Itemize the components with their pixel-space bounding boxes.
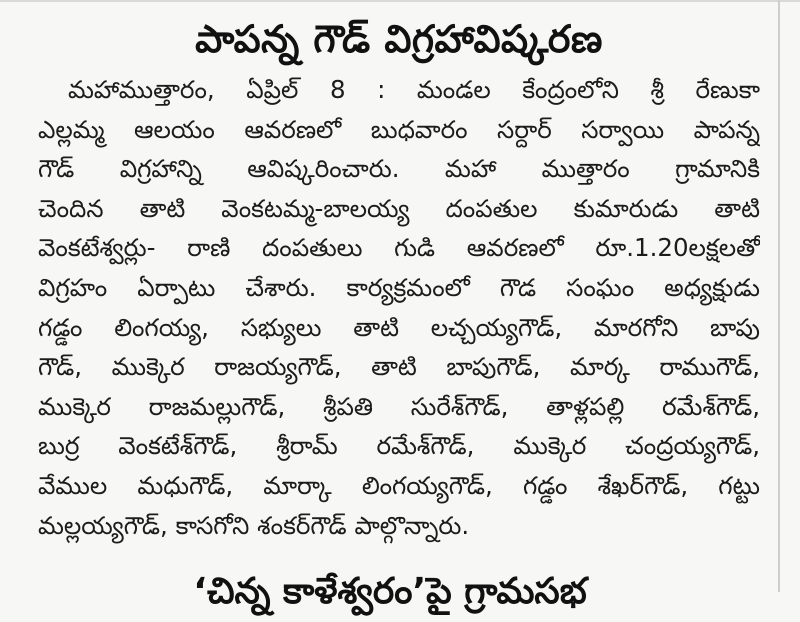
page-top-rule	[0, 0, 800, 2]
news-article	[38, 8, 760, 545]
article-body-line: మహాముత్తారం, ఏప్రిల్ 8 : మండల కేంద్రంలోని శ్రీ రేణుకా	[68, 75, 760, 104]
article-body-line: వేముల మధుగౌడ్, మార్కా లింగయ్యగౌడ్, గడ్డం శేఖర్‌గౌడ్, గట్టు	[38, 470, 760, 500]
column-divider	[778, 0, 780, 592]
article-body-line: ఎల్లమ్మ ఆలయం ఆవరణలో బుధవారం సర్దార్ సర్వాయి పాపన్న	[38, 114, 760, 144]
article-body-line: చెందిన తాటి వెంకటమ్మ-బాలయ్య దంపతుల కుమారుడు తాటి	[38, 193, 760, 223]
article-body	[38, 70, 760, 545]
article-body-line: గౌడ్ విగ్రహాన్ని ఆవిష్కరించారు. మహా ముత్తారం గ్రామానికి	[38, 154, 760, 184]
article-body-line: బుర్ర వెంకటేశ్‌గౌడ్, శ్రీరామ్ రమేశ్‌గౌడ్, ముక్కెర చంద్రయ్యగౌడ్,	[38, 431, 760, 461]
article-body-line: విగ్రహం ఏర్పాటు చేశారు. కార్యక్రమంలో గౌడ సంఘం అధ్యక్షుడు	[38, 272, 760, 302]
article-body-line: వెంకటేశ్వర్లు- రాణి దంపతులు గుడి ఆవరణలో రూ.1.20లక్షలతో	[38, 233, 760, 263]
article-body-line: మల్లయ్యగౌడ్, కాసగోని శంకర్‌గౌడ్ పాల్గొన్నారు.	[38, 510, 470, 540]
article-body-line: గౌడ్, ముక్కెర రాజయ్యగౌడ్, తాటి బాపుగౌడ్, మార్క రాముగౌడ్,	[38, 352, 760, 382]
article-body-line: ముక్కెర రాజమల్లుగౌడ్, శ్రీపతి సురేశ్‌గౌడ్, తాళ్లపల్లి రమేశ్‌గౌడ్,	[38, 391, 760, 421]
article-headline: పాపన్న గౌడ్ విగ్రహావిష్కరణ	[195, 17, 603, 61]
article-body-line: గడ్డం లింగయ్య, సభ్యులు తాటి లచ్చయ్యగౌడ్, మారగోని బాపు	[38, 312, 760, 342]
next-article-headline: ‘చిన్న కాళేశ్వరం’పై గ్రామసభ	[193, 571, 587, 612]
